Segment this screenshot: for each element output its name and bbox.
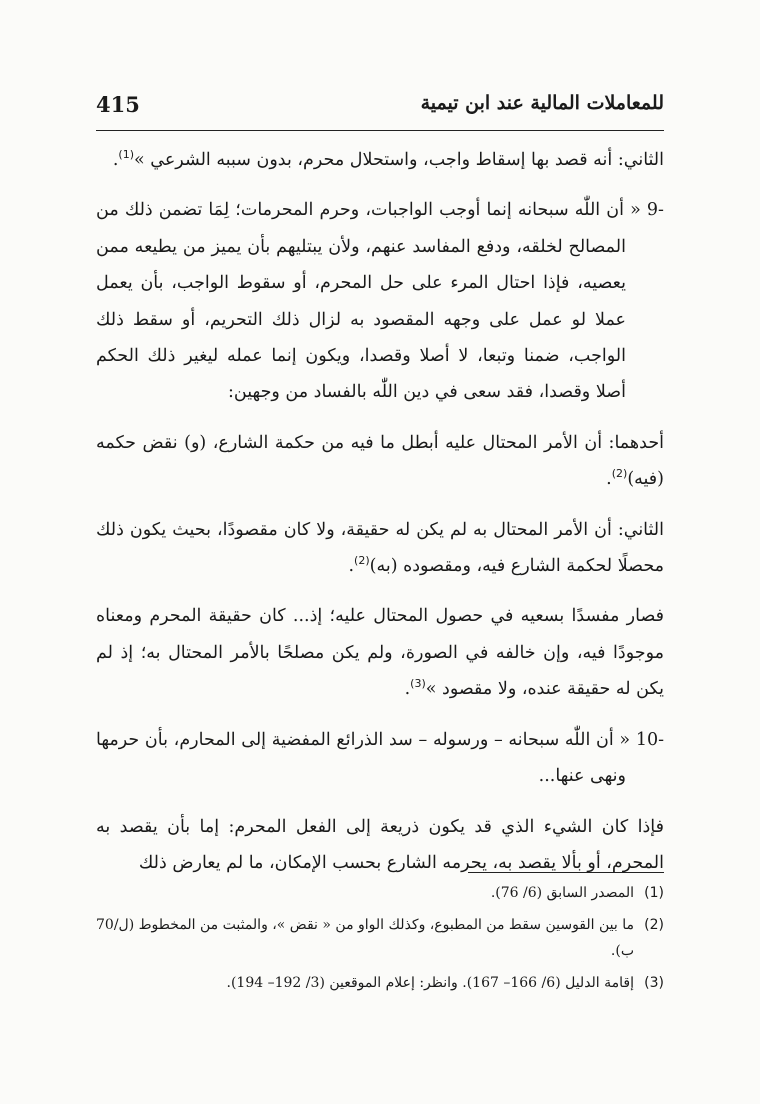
footnote-number: (2) <box>644 917 664 933</box>
paragraph-text: أحدهما: أن الأمر المحتال عليه أبطل ما فيه من حكمة الشارع، (و) نقض حكمه (فيه) <box>96 432 664 490</box>
item-number: 9- <box>646 200 664 221</box>
footnote-ref: (3) <box>410 677 426 691</box>
list-item-9 <box>96 192 664 410</box>
item-text: « أن اللّٰه سبحانه – ورسوله – سد الذرائع المفضية إلى المحارم، بأن حرمها ونهى عنها... <box>96 729 631 787</box>
footnote-2 <box>96 912 664 964</box>
footnote-text: إقامة الدليل (6/ 166– 167). وانظر: إعلام الموقعين (3/ 192– 194). <box>226 975 634 991</box>
footnote-separator <box>468 872 664 873</box>
footnote-number: (3) <box>644 975 664 991</box>
item-text: « أن اللّٰه سبحانه إنما أوجب الواجبات، وحرم المحرمات؛ لِمَا تضمن ذلك من المصالح لخلقه، ودفع المفاسد عنهم، ولأن يبتليهم بأن يميز من يطيعه ممن يعصيه، فإذا احتال المرء على حل المحرم، أو سقوط الواجب، بأن يعمل عملا لو عمل على وجهه المقصود به لزال ذلك التحريم، أو سقط ذلك الواجب، ضمنا وتبعا، لا أصلا وقصدا، ويكون إنما عمله ليغير ذلك الحكم أصلا وقصدا، فقد سعى في دين اللّٰه بالفساد من وجهين: <box>96 200 641 403</box>
paragraph-pretexts <box>96 809 664 882</box>
item-number: 10- <box>635 729 664 750</box>
footnote-1 <box>96 880 664 906</box>
footnotes <box>96 880 664 1002</box>
paragraph-conclusion: فصار مفسدًا بسعيه في حصول المحتال عليه؛ إذ... كان حقيقة المحرم ومعناه موجودًا فيه، وإن خالفه في الصورة، ولم يكن مصلحًا بالأمر المحتال به؛ إذ لم يكن له حقيقة عنده، ولا مقصود »$^{(3)}$. <box>96 606 664 700</box>
paragraph-second-aspect: الثاني: أن الأمر المحتال به لم يكن له حقيقة، ولا كان مقصودًا، بحيث يكون ذلك محصلًا لحكمة الشارع فيه، ومقصوده (به)$^{(2)}$. <box>96 519 664 577</box>
paragraph-text: الثاني: أن الأمر المحتال به لم يكن له حقيقة، ولا كان مقصودًا، بحيث يكون ذلك محصلًا لحكمة الشارع فيه، ومقصوده (به) <box>96 519 664 577</box>
footnote-ref: (2) <box>611 467 628 481</box>
page-number: 415 <box>96 92 140 117</box>
list-item-10 <box>96 722 664 795</box>
paragraph-text: الثاني: أنه قصد بها إسقاط واجب، واستحلال محرم، بدون سببه الشرعي » <box>134 150 664 170</box>
main-text <box>96 142 664 895</box>
running-title: للمعاملات المالية عند ابن تيمية <box>420 92 664 114</box>
page-header <box>96 92 664 128</box>
footnote-text: المصدر السابق (6/ 76). <box>490 885 634 901</box>
header-rule <box>96 130 664 131</box>
paragraph-text: فصار مفسدًا بسعيه في حصول المحتال عليه؛ إذ... كان حقيقة المحرم ومعناه موجودًا فيه، وإن خالفه في الصورة، ولم يكن مصلحًا بالأمر المحتال به؛ إذ لم يكن له حقيقة عنده، ولا مقصود » <box>96 606 664 700</box>
footnote-ref: (2) <box>354 554 370 568</box>
footnote-number: (1) <box>644 885 664 901</box>
paragraph-first-aspect: أحدهما: أن الأمر المحتال عليه أبطل ما فيه من حكمة الشارع، (و) نقض حكمه (فيه)$^{(2)}$. <box>96 432 664 490</box>
paragraph-second-reason: الثاني: أنه قصد بها إسقاط واجب، واستحلال محرم، بدون سببه الشرعي »$^{(1)}$. <box>112 148 664 170</box>
footnote-3 <box>96 970 664 996</box>
footnote-ref: (1) <box>118 148 134 162</box>
paragraph-text: فإذا كان الشيء الذي قد يكون ذريعة إلى الفعل المحرم: إما بأن يقصد به المحرم، أو بألا يقصد به، يحرمه الشارع بحسب الإمكان، ما لم يعارض ذلك <box>96 816 664 873</box>
footnote-text: ما بين القوسين سقط من المطبوع، وكذلك الواو من « نقض »، والمثبت من المخطوط (ل/70 ب). <box>95 917 634 959</box>
